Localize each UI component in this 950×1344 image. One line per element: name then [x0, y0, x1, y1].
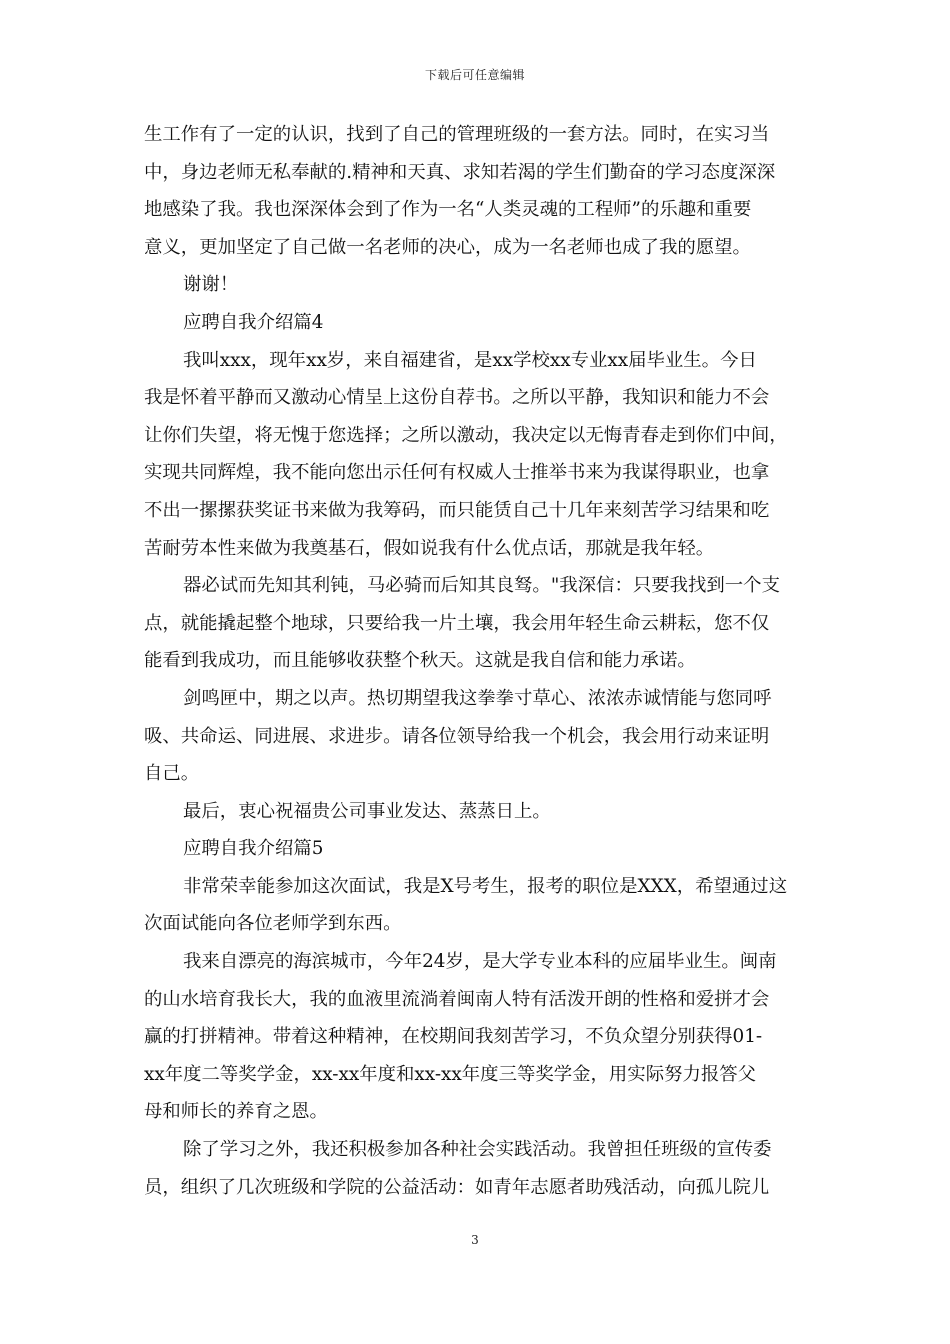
- text-line: 苦耐劳本性来做为我奠基石，假如说我有什么优点话，那就是我年轻。: [144, 537, 715, 559]
- text-line: 器必试而先知其利钝，马必骑而后知其良驽。"我深信：只要我找到一个支: [183, 575, 780, 597]
- text-line: 谢谢！: [183, 274, 239, 296]
- text-line: xx年度二等奖学金，xx-xx年度和xx-xx年度三等奖学金，用实际努力报答父: [144, 1063, 757, 1085]
- page-number: 3: [471, 1233, 479, 1247]
- text-line: 实现共同辉煌，我不能向您出示任何有权威人士推举书来为我谋得职业，也拿: [144, 462, 770, 484]
- text-line: 不出一摞摞获奖证书来做为我筹码，而只能赁自己十几年来刻苦学习结果和吃: [144, 499, 770, 521]
- page-header: 下载后可任意编辑: [424, 68, 525, 82]
- text-line: 员，组织了几次班级和学院的公益活动：如青年志愿者助残活动，向孤儿院儿: [144, 1176, 770, 1198]
- text-line: 应聘自我介绍篇4: [183, 311, 324, 333]
- text-line: 赢的打拼精神。带着这种精神，在校期间我刻苦学习，不负众望分别获得01-: [144, 1026, 763, 1048]
- text-line: 除了学习之外，我还积极参加各种社会实践活动。我曾担任班级的宣传委: [183, 1139, 772, 1161]
- text-line: 我叫xxx，现年xx岁，来自福建省，是xx学校xx专业xx届毕业生。今日: [183, 349, 757, 371]
- text-line: 中，身边老师无私奉献的.精神和天真、求知若渴的学生们勤奋的学习态度深深: [144, 161, 776, 183]
- text-line: 吸、共命运、同进展、求进步。请各位领导给我一个机会，我会用行动来证明: [144, 725, 770, 747]
- text-line: 非常荣幸能参加这次面试，我是X号考生，报考的职位是XXX，希望通过这: [183, 875, 788, 897]
- text-line: 地感染了我。我也深深体会到了作为一名“人类灵魂的工程师”的乐趣和重要: [144, 199, 752, 221]
- text-line: 生工作有了一定的认识，找到了自己的管理班级的一套方法。同时，在实习当: [144, 124, 770, 145]
- text-line: 能看到我成功，而且能够收获整个秋天。这就是我自信和能力承诺。: [144, 650, 696, 672]
- text-line: 的山水培育我长大，我的血液里流淌着闽南人特有活泼开朗的性格和爱拼才会: [144, 988, 770, 1010]
- text-line: 剑鸣匣中，期之以声。热切期望我这拳拳寸草心、浓浓赤诚情能与您同呼: [183, 687, 772, 709]
- text-line: 意义，更加坚定了自己做一名老师的决心，成为一名老师也成了我的愿望。: [144, 236, 751, 258]
- text-line: 次面试能向各位老师学到东西。: [144, 913, 402, 935]
- text-line: 自己。: [144, 763, 200, 785]
- text-line: 应聘自我介绍篇5: [183, 838, 324, 860]
- text-line: 母和师长的养育之恩。: [144, 1101, 328, 1123]
- text-line: 我来自漂亮的海滨城市，今年24岁，是大学专业本科的应届毕业生。闽南: [183, 951, 777, 973]
- document-body: [144, 116, 808, 1206]
- text-line: 最后，衷心祝福贵公司事业发达、蒸蒸日上。: [183, 800, 551, 822]
- text-line: 点，就能撬起整个地球，只要给我一片土壤，我会用年轻生命云耕耘，您不仅: [144, 612, 770, 634]
- text-line: 我是怀着平静而又激动心情呈上这份自荐书。之所以平静，我知识和能力不会: [144, 387, 770, 409]
- text-line: 让你们失望，将无愧于您选择；之所以激动，我决定以无悔青春走到你们中间，: [144, 424, 788, 446]
